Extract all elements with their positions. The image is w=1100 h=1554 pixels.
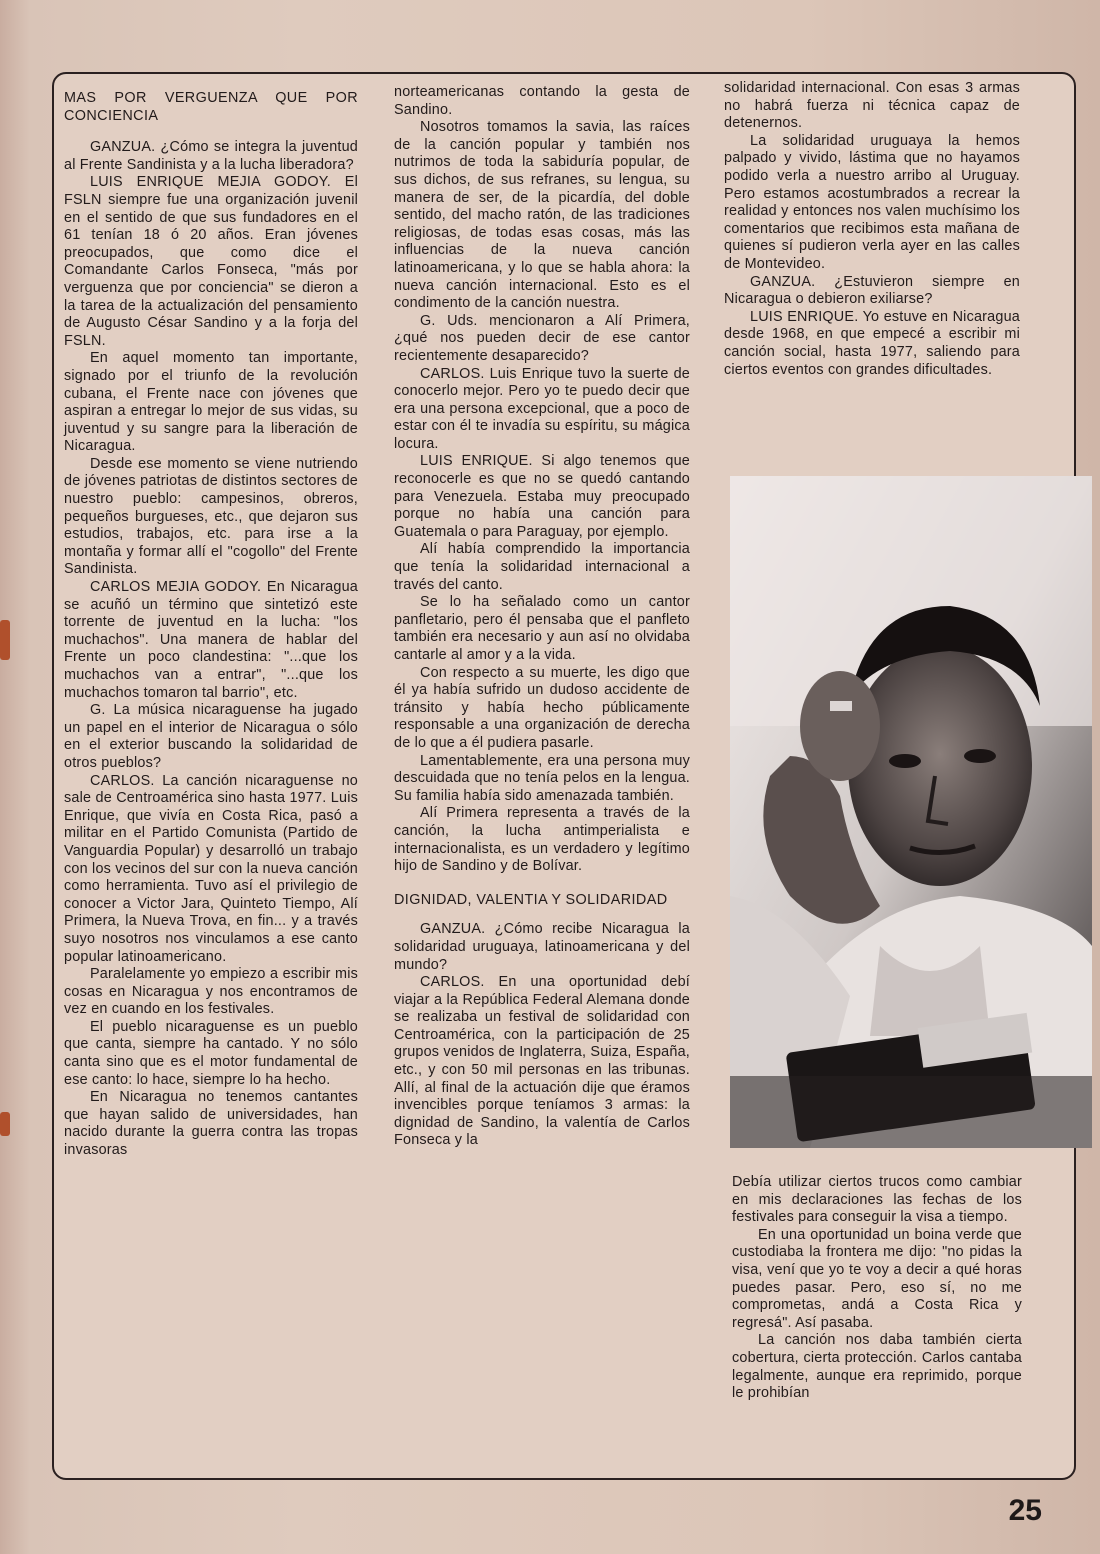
paragraph: Debía utilizar ciertos trucos como cambiar en mis declaraciones las fechas de los festivales para conseguir la visa a tiempo. <box>732 1174 1022 1226</box>
section-heading: MAS POR VERGUENZA QUE POR CONCIENCIA <box>64 90 358 124</box>
paragraph: La canción nos daba también cierta cobertura, cierta protección. Carlos cantaba legalmente, aunque era reprimido, porque le prohibían <box>732 1332 1022 1402</box>
paragraph: GANZUA. ¿Estuvieron siempre en Nicaragua o debieron exiliarse? <box>724 273 1020 308</box>
paragraph: solidaridad internacional. Con esas 3 armas no habrá fuerza ni técnica capaz de detenernos. <box>724 80 1020 132</box>
page-number: 25 <box>1008 1494 1042 1527</box>
paragraph: Nosotros tomamos la savia, las raíces de la canción popular y también nos nutrimos de toda la sabiduría popular, de sus dichos, de sus refranes, su lengua, su manera de ser, de la picardía, del doble sentido, del macho ratón, de las tradiciones religiosas, de todas esas cosas, más las influencias de la nueva canción latinoamericana, y lo que se habla ahora: la nueva canción internacional. Esto es el condimento de la canción nuestra. <box>394 119 690 312</box>
paper-stain <box>0 1112 10 1136</box>
paragraph: G. Uds. mencionaron a Alí Primera, ¿qué nos pueden decir de ese cantor recientemente desaparecido? <box>394 312 690 364</box>
paragraph: CARLOS. En una oportunidad debí viajar a la República Federal Alemana donde se realizaba un festival de solidaridad con Centroamérica, con la participación de 25 grupos venidos de Inglaterra, Suiza, España, etc., y con 50 mil personas en las tribunas. Allí, al final de la actuación dije que éramos invencibles porque teníamos 3 armas: la dignidad de Sandino, la valentía de Carlos Fonseca y la <box>394 974 690 1149</box>
paragraph: Lamentablemente, era una persona muy descuidada que no tenía pelos en la lengua. Su familia había sido amenazada también. <box>394 752 690 804</box>
column-1 <box>64 90 358 1160</box>
column-2 <box>394 84 690 1150</box>
paragraph: Se lo ha señalado como un cantor panfletario, pero él pensaba que el panfleto también era necesario y aun así no olvidaba cantarle al amor y a la vida. <box>394 594 690 663</box>
portrait-illustration <box>730 476 1092 1148</box>
portrait-photo <box>730 476 1092 1148</box>
paragraph: Desde ese momento se viene nutriendo de jóvenes patriotas de distintos sectores de nuestro pueblo: campesinos, obreros, pequeños burgueses, etc., que dejaron sus estudios, trabajos, etc. para irse a la montaña y formar allí el "cogollo" del Frente Sandinista. <box>64 455 358 578</box>
paragraph: En aquel momento tan importante, signado por el triunfo de la revolución cubana, el Frente nace con jóvenes que aspiran a entregar lo mejor de sus vidas, su juventud y su sangre para la liberación de Nicaragua. <box>64 350 358 455</box>
paragraph: En una oportunidad un boina verde que custodiaba la frontera me dijo: "no pidas la visa, vení que yo te voy a decir a qué horas puedes pasar. Pero, eso sí, no me comprometas, andá a Costa Rica y regresá". Así pasaba. <box>732 1226 1022 1331</box>
paragraph: Paralelamente yo empiezo a escribir mis cosas en Nicaragua y nos encontramos de vez en cuando en los festivales. <box>64 966 358 1018</box>
column-3-bottom <box>732 1174 1022 1403</box>
paragraph: La solidaridad uruguaya la hemos palpado y vivido, lástima que no hayamos podido verla a nuestro arribo al Uruguay. Pero estamos acostumbrados a recrear la realidad y entonces nos valen muchísimo los comentarios que recibimos esta mañana de quienes sí pudieron verla ayer en las calles de Montevideo. <box>724 132 1020 272</box>
paragraph: LUIS ENRIQUE MEJIA GODOY. El FSLN siempre fue una organización juvenil en el sentido de que sus fundadores en el 61 tenían 18 ó 20 años. Eran jóvenes preocupados, que como dice el Comandante Carlos Fonseca, "más por verguenza que por conciencia" se dieron a la tarea de la actualización del pensamiento de Augusto César Sandino y a la forja del FSLN. <box>64 174 358 349</box>
paragraph: GANZUA. ¿Cómo se integra la juventud al Frente Sandinista y a la lucha liberadora? <box>64 139 358 173</box>
paragraph: CARLOS. Luis Enrique tuvo la suerte de conocerlo mejor. Pero yo te puedo decir que era una persona excepcional, que a poco de estar con él te invadía su espíritu, su mágica locura. <box>394 365 690 452</box>
paragraph: Con respecto a su muerte, les digo que él ya había sufrido un dudoso accidente de tránsito y había hecho públicamente responsable a una organización de derecha de lo que a él pudiera pasarle. <box>394 664 690 751</box>
paragraph: El pueblo nicaraguense es un pueblo que canta, siempre ha cantado. Y no sólo canta sino que es el motor fundamental de ese canto: lo hace, siempre lo ha hecho. <box>64 1018 358 1088</box>
paragraph: G. La música nicaraguense ha jugado un papel en el interior de Nicaragua o sólo en el exterior buscando la solidaridad de otros pueblos? <box>64 702 358 771</box>
paper-stain <box>0 620 10 660</box>
paragraph: norteamericanas contando la gesta de Sandino. <box>394 84 690 118</box>
paragraph: LUIS ENRIQUE. Si algo tenemos que reconocerle es que no se quedó cantando para Venezuela. Estaba muy preocupado porque no había una canción para Guatemala o para Paraguay, por ejemplo. <box>394 453 690 540</box>
paragraph: Alí Primera representa a través de la canción, la lucha antimperialista e internacionalista, es un verdadero y legítimo hijo de Sandino y de Bolívar. <box>394 805 690 875</box>
paragraph: LUIS ENRIQUE. Yo estuve en Nicaragua desde 1968, en que empecé a escribir mi canción social, hasta 1977, saliendo para ciertos eventos con grandes dificultades. <box>724 308 1020 378</box>
column-3-top <box>724 80 1020 379</box>
paragraph: CARLOS. La canción nicaraguense no sale de Centroamérica sino hasta 1977. Luis Enrique, que vivía en Costa Rica, pasó a militar en el Partido Comunista (Partido de Vanguardia Popular) y desarrolló un trabajo con los vecinos del sur con la nueva canción como herramienta. Tuvo así el privilegio de conocer a Victor Jara, Quinteto Tiempo, Alí Primera, la Nueva Trova, en fin... y a través suyo nosotros nos vinculamos a ese canto popular latinoamericano. <box>64 772 358 965</box>
paragraph: En Nicaragua no tenemos cantantes que hayan salido de universidades, han nacido durante la guerra contra las tropas invasoras <box>64 1089 358 1159</box>
paragraph: Alí había comprendido la importancia que tenía la solidaridad internacional a través del canto. <box>394 541 690 593</box>
paragraph: CARLOS MEJIA GODOY. En Nicaragua se acuñó un término que sintetizó este torrente de juventud en la lucha: "los muchachos". Una manera de hablar del Frente un poco clandestina: "...que los muchachos van a entrar", "...que los muchachos tomaron tal barrio", etc. <box>64 579 358 701</box>
paragraph: GANZUA. ¿Cómo recibe Nicaragua la solidaridad uruguaya, latinoamericana y del mundo? <box>394 921 690 973</box>
section-subheading: DIGNIDAD, VALENTIA Y SOLIDARIDAD <box>394 891 668 908</box>
